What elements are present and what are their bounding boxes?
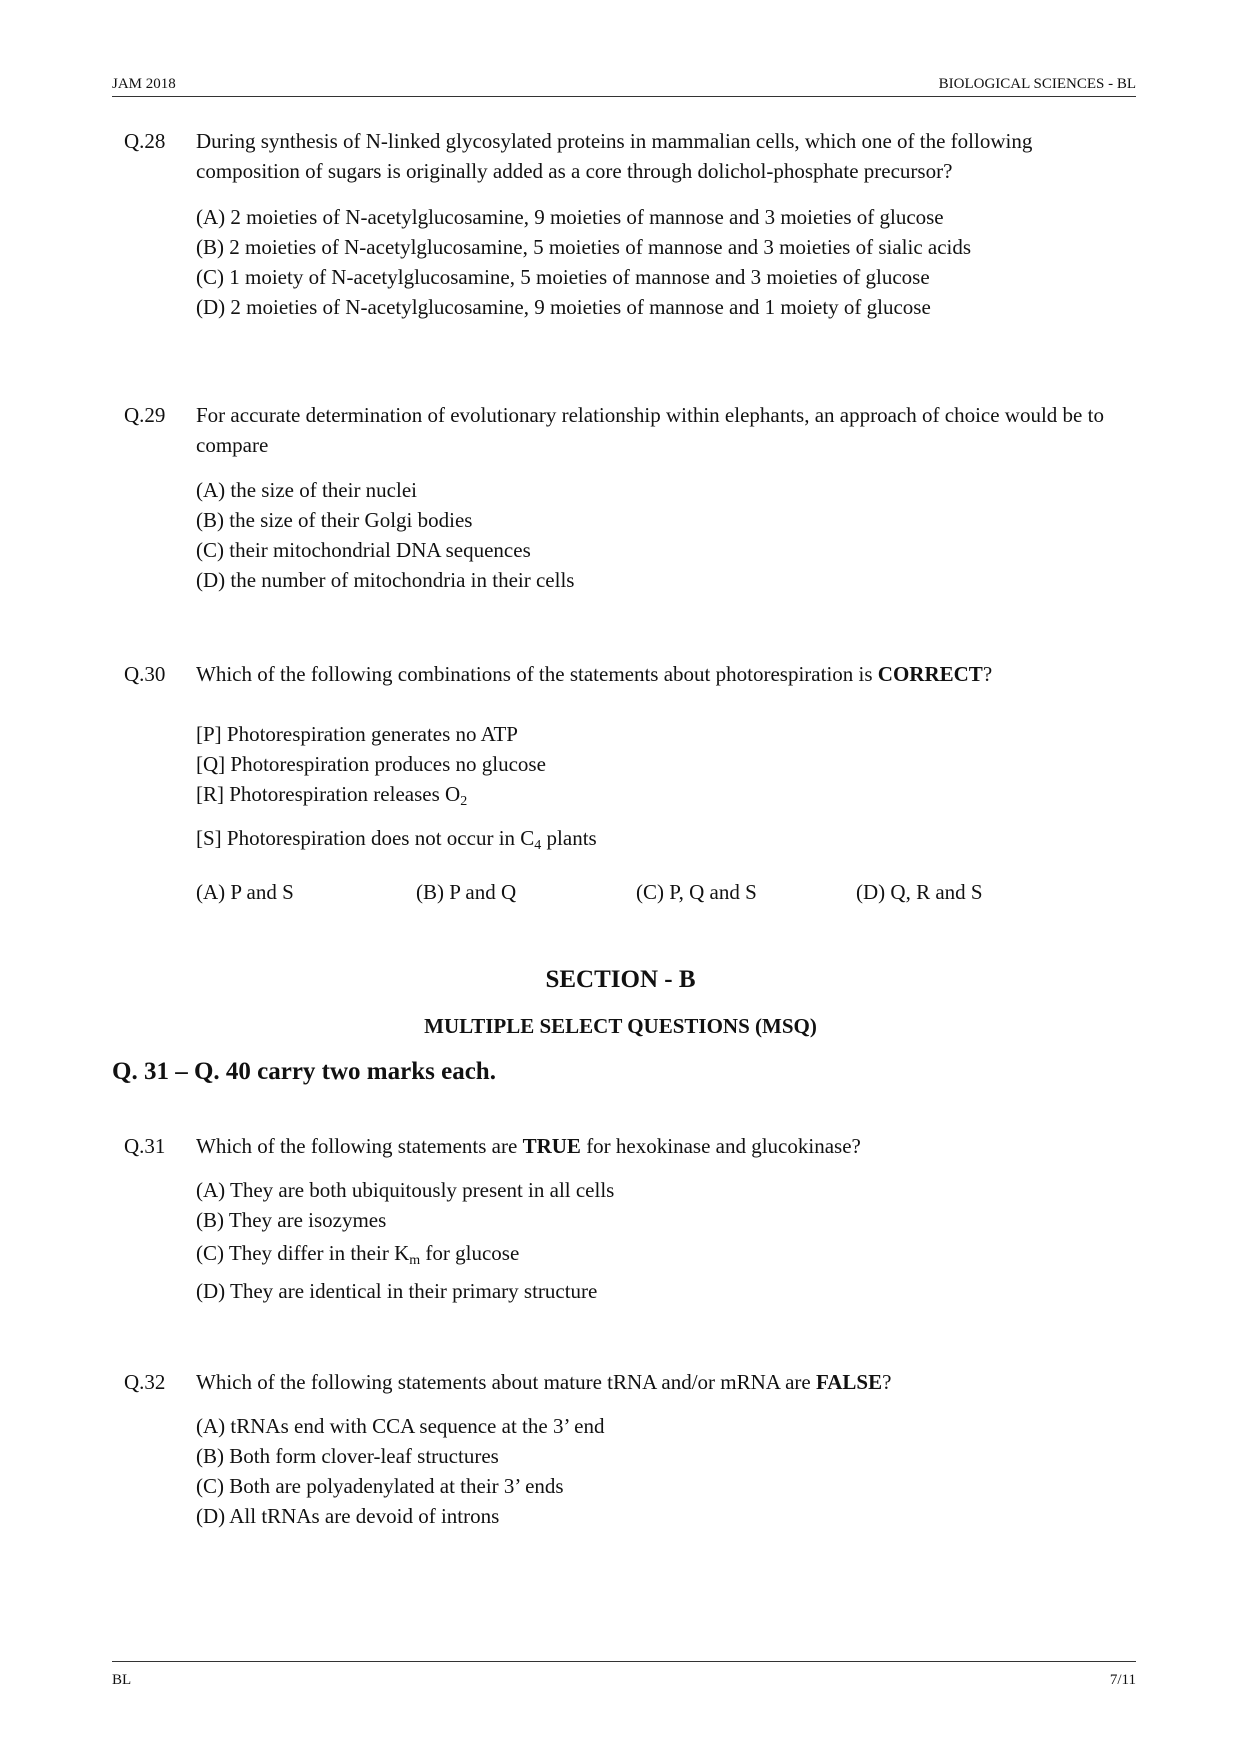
question-number: Q.30	[124, 662, 166, 686]
question-29	[124, 400, 1124, 595]
section-subtitle: MULTIPLE SELECT QUESTIONS (MSQ)	[424, 1014, 817, 1038]
question-text: For accurate determination of evolutionary relationship within elephants, an approach of choice would be to compare	[196, 403, 1104, 457]
page-number: 7/11	[1109, 1672, 1136, 1688]
subject-name: BIOLOGICAL SCIENCES - BL	[938, 76, 1136, 92]
paper-code: BL	[112, 1672, 132, 1688]
option-a: (A) P and S	[196, 880, 294, 904]
exam-name: JAM 2018	[112, 76, 176, 92]
option-b: (B) 2 moieties of N-acetylglucosamine, 5 moieties of mannose and 3 moieties of sialic acids	[196, 235, 972, 259]
option-b: (B) Both form clover-leaf structures	[196, 1444, 499, 1468]
question-text: Which of the following combinations of the statements about photorespiration is CORRECT?	[196, 662, 993, 686]
question-number: Q.28	[124, 129, 166, 153]
question-28	[124, 126, 1124, 322]
option-c: (C) P, Q and S	[636, 880, 757, 904]
statement-list	[196, 719, 1124, 861]
question-number: Q.29	[124, 403, 166, 427]
question-31	[124, 1131, 1124, 1306]
question-30	[124, 659, 1124, 907]
option-b: (B) They are isozymes	[196, 1208, 387, 1232]
option-c: (C) Both are polyadenylated at their 3’ ends	[196, 1474, 564, 1498]
page-footer	[112, 1661, 1136, 1688]
question-text: Which of the following statements are TRUE for hexokinase and glucokinase?	[196, 1134, 861, 1158]
option-c: (C) 1 moiety of N-acetylglucosamine, 5 moieties of mannose and 3 moieties of glucose	[196, 265, 930, 289]
option-a: (A) tRNAs end with CCA sequence at the 3’ end	[196, 1414, 605, 1438]
option-d: (D) All tRNAs are devoid of introns	[196, 1504, 500, 1528]
statement-q: [Q] Photorespiration produces no glucose	[196, 752, 546, 776]
emphasis-true: TRUE	[522, 1134, 581, 1158]
question-number: Q.31	[124, 1134, 166, 1158]
option-c: (C) their mitochondrial DNA sequences	[196, 538, 531, 562]
option-a: (A) 2 moieties of N-acetylglucosamine, 9 moieties of mannose and 3 moieties of glucose	[196, 205, 944, 229]
section-title: SECTION - B	[545, 966, 696, 993]
option-row	[196, 877, 1124, 907]
option-list	[196, 1411, 1124, 1531]
question-number: Q.32	[124, 1370, 166, 1394]
question-text: Which of the following statements about mature tRNA and/or mRNA are FALSE?	[196, 1370, 892, 1394]
option-list	[196, 202, 1124, 322]
option-list	[196, 1175, 1124, 1306]
statement-p: [P] Photorespiration generates no ATP	[196, 722, 518, 746]
question-32	[124, 1367, 1124, 1531]
emphasis-correct: CORRECT	[877, 662, 983, 686]
option-c: (C) They differ in their $K_m$ for glucose	[196, 1241, 520, 1268]
option-b: (B) the size of their Golgi bodies	[196, 508, 473, 532]
marks-note: Q. 31 – Q. 40 carry two marks each.	[112, 1058, 496, 1085]
option-a: (A) They are both ubiquitously present in all cells	[196, 1178, 615, 1202]
question-text: During synthesis of N-linked glycosylated proteins in mammalian cells, which one of the following composition of sugars is originally added as a core through dolichol-phosphate precursor?	[196, 129, 1033, 183]
statement-r: [R] Photorespiration releases $O_2$	[196, 782, 468, 809]
statement-s: [S] Photorespiration does not occur in $C_4$ plants	[196, 826, 597, 853]
option-d: (D) the number of mitochondria in their cells	[196, 568, 575, 592]
option-a: (A) the size of their nuclei	[196, 478, 417, 502]
page-header	[112, 66, 1136, 97]
option-b: (B) P and Q	[416, 880, 517, 904]
option-d: (D) Q, R and S	[856, 880, 983, 904]
option-d: (D) They are identical in their primary structure	[196, 1279, 598, 1303]
option-list	[196, 475, 1124, 595]
emphasis-false: FALSE	[815, 1370, 883, 1394]
option-d: (D) 2 moieties of N-acetylglucosamine, 9 moieties of mannose and 1 moiety of glucose	[196, 295, 931, 319]
